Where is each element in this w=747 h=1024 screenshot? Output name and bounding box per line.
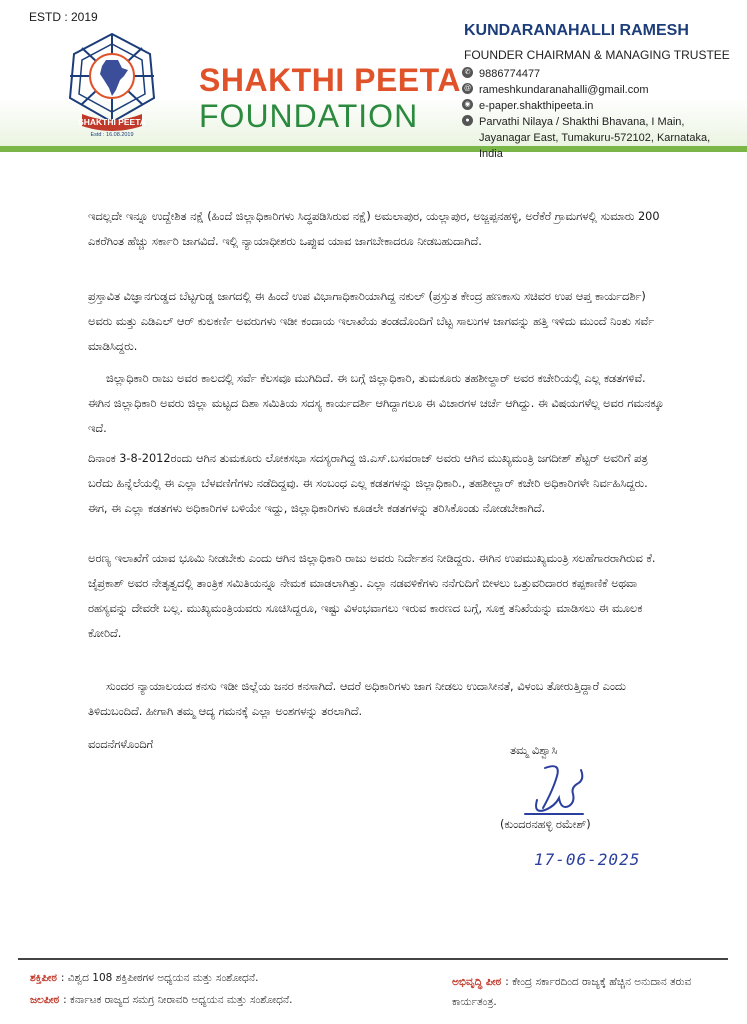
letter-paragraph-2: ಪ್ರಸ್ತಾವಿತ ವಿಜ್ಞಾನಗುಡ್ಡದ ಬೆಟ್ಟಗುಡ್ಡ ಜಾಗದಲ್ಲಿ ಈ ಹಿಂದೆ ಉಪ ವಿಭಾಗಾಧಿಕಾರಿಯಾಗಿದ್ದ ನಕುಲ್ (ಪ್ರಸ್ತುತ ಕೇಂದ್ರ ಹಣಕಾಸು ಸಚಿವರ ಉಪ ಆಪ್ತ ಕಾರ್ಯದರ್ಶಿ) ಅವರು ಮತ್ತು ಎಡಿಎಲ್ ಆರ್ ಕುಲಕರ್ಣಿ ಅವರುಗಳು ಇಡೀ ಕಂದಾಯ ಇಲಾಖೆಯ ತಂಡದೊಂದಿಗೆ ಬೆಟ್ಟ ಸಾಲುಗಳ ಜಾಗವನ್ನು ಹತ್ತಿ ಇಳಿದು ಮುಂದೆ ನಿಂತು ಸರ್ವೆ ಮಾಡಿಸಿದ್ದರು. [88, 290, 655, 353]
web-icon: ◉ [462, 99, 473, 110]
signatory-name: (ಕುಂದರನಹಳ್ಳಿ ರಮೇಶ್) [500, 818, 591, 831]
footer-text: : ವಿಶ್ವದ 108 ಶಕ್ತಿಪೀಠಗಳ ಅಧ್ಯಯನ ಮತ್ತು ಸಂಶೋಧನೆ. [60, 972, 259, 984]
phone-number: 9886774477 [479, 68, 541, 80]
footer-jalapeeta [30, 994, 293, 1007]
email-icon: @ [463, 85, 472, 92]
logo-ribbon-text: SHAKTHI PEETA [78, 117, 146, 127]
letter-paragraph-1: ಇದಲ್ಲದೇ ಇನ್ನೂ ಉದ್ದೇಶಿತ ನಕ್ಷೆ (ಹಿಂದೆ ಜಿಲ್ಲಾಧಿಕಾರಿಗಳು ಸಿದ್ಧಪಡಿಸಿರುವ ನಕ್ಷೆ) ಅಮಲಾಪುರ, ಯಲ್ಲಾಪುರ, ಅಜ್ಜಪ್ಪನಹಳ್ಳಿ, ಅರೆಕೆರೆ ಗ್ರಾಮಗಳಲ್ಲಿ ಸುಮಾರು 200 ಎಕರೆಗಿಂತ ಹೆಚ್ಚು ಸರ್ಕಾರಿ ಜಾಗವಿದೆ. ಇಲ್ಲಿ ನ್ಯಾಯಾಧೀಶರು ಒಪ್ಪುವ ಯಾವ ಜಾಗಬೇಕಾದರೂ ನೀಡಬಹುದಾಗಿದೆ. [88, 210, 660, 248]
website-address: e-paper.shakthipeeta.in [479, 100, 594, 112]
logo-estd-text: Estd : 16.08.2019 [90, 132, 134, 138]
footer-abhivruddhi-peeta [452, 972, 727, 1012]
footer-shakthipeeta [30, 972, 258, 985]
handwritten-date: 17-06-2025 [534, 850, 641, 869]
contact-website [462, 98, 593, 114]
footer-text: : ಕರ್ನಾಟಕ ರಾಜ್ಯದ ಸಮಗ್ರ ನೀರಾವರಿ ಅಧ್ಯಯನ ಮತ್ತು ಸಂಶೋಧನೆ. [63, 994, 293, 1006]
organization-name-second-line: FOUNDATION [199, 98, 419, 134]
yours-faithfully: ತಮ್ಮ ವಿಶ್ವಾಸಿ [510, 744, 558, 757]
footer-divider [18, 958, 728, 960]
founder-name: KUNDARANAHALLI RAMESH [464, 22, 689, 39]
footer-text: : ಕೇಂದ್ರ ಸರ್ಕಾರದಿಂದ ರಾಜ್ಯಕ್ಕೆ ಹೆಚ್ಚಿನ ಅನುದಾನ ತರುವ ಕಾರ್ಯತಂತ್ರ. [452, 976, 692, 1008]
founder-title: FOUNDER CHAIRMAN & MANAGING TRUSTEE [464, 48, 730, 62]
footer-label: ಶಕ್ತಿಪೀಠ [30, 972, 57, 984]
closing-greeting: ವಂದನೆಗಳೊಂದಿಗೆ [88, 738, 154, 751]
contact-email [462, 82, 649, 98]
letterhead [0, 0, 747, 160]
letter-paragraph-6: ಸುಂದರ ನ್ಯಾಯಾಲಯದ ಕನಸು ಇಡೀ ಜಿಲ್ಲೆಯ ಜನರ ಕನಸಾಗಿದೆ. ಆದರೆ ಅಧಿಕಾರಿಗಳು ಜಾಗ ನೀಡಲು ಉದಾಸೀನತೆ, ವಿಳಂಬ ತೋರುತ್ತಿದ್ದಾರೆ ಎಂದು ತಿಳಿದುಬಂದಿದೆ. ಹೀಗಾಗಿ ತಮ್ಮ ಆದ್ಯ ಗಮನಕ್ಕೆ ಎಲ್ಲಾ ಅಂಶಗಳನ್ನು ತರಲಾಗಿದೆ. [88, 680, 626, 718]
letter-paragraph-4: ದಿನಾಂಕ 3-8-2012ರಂದು ಆಗಿನ ತುಮಕೂರು ಲೋಕಸಭಾ ಸದಸ್ಯರಾಗಿದ್ದ ಜಿ.ಎಸ್.ಬಸವರಾಜ್ ಅವರು ಆಗಿನ ಮುಖ್ಯಮಂತ್ರಿ ಜಗದೀಶ್ ಶೆಟ್ಟರ್ ಅವರಿಗೆ ಪತ್ರ ಬರೆದು ಹಿನ್ನೆಲೆಯಲ್ಲಿ ಈ ಎಲ್ಲಾ ಬೆಳವಣಿಗೆಗಳು ನಡೆದಿದ್ದವು. ಈ ಸಂಬಂಧ ಎಲ್ಲ ಕಡತಗಳನ್ನು ಜಿಲ್ಲಾಧಿಕಾರಿ., ತಹಶೀಲ್ದಾರ್ ಕಚೇರಿ ಅಧಿಕಾರಿಗಳೇ ನಿರ್ವಹಿಸಿದ್ದರು. ಈಗ, ಈ ಎಲ್ಲಾ ಕಡತಗಳು ಅಧಿಕಾರಿಗಳ ಬಳಿಯೇ ಇದ್ದು, ಜಿಲ್ಲಾಧಿಕಾರಿಗಳು ಕೂಡಲೇ ಕಡತಗಳನ್ನು ತರಿಸಿಕೊಂಡು ನೋಡಬೇಕಾಗಿದೆ. [88, 452, 648, 515]
footer-label: ಅಭಿವೃದ್ಧಿ ಪೀಠ [452, 976, 502, 988]
phone-icon: ✆ [462, 67, 473, 78]
contact-address [462, 114, 737, 162]
postal-address: Parvathi Nilaya / Shakthi Bhavana, I Main, Jayanagar East, Tumakuru-572102, Karnataka, India [479, 116, 711, 160]
letter-paragraph-5: ಅರಣ್ಯ ಇಲಾಖೆಗೆ ಯಾವ ಭೂಮಿ ನೀಡಬೇಕು ಎಂದು ಆಗಿನ ಜಿಲ್ಲಾಧಿಕಾರಿ ರಾಜು ಅವರು ನಿರ್ದೇಶನ ನೀಡಿದ್ದರು. ಈಗಿನ ಉಪಮುಖ್ಯಮಂತ್ರಿ ಸಲಹೆಗಾರರಾಗಿರುವ ಕೆ. ಜೈಪ್ರಕಾಶ್ ಅವರ ನೇತೃತ್ವದಲ್ಲಿ ತಾಂತ್ರಿಕ ಸಮಿತಿಯನ್ನೂ ನೇಮಕ ಮಾಡಲಾಗಿತ್ತು. ಎಲ್ಲಾ ನಡವಳಿಕೆಗಳು ನನೆಗುದಿಗೆ ಬೀಳಲು ಒತ್ತುವರಿದಾರರ ಕಪ್ಪಕಾಣಿಕೆ ಅಥವಾ ರಹಸ್ಯವನ್ನು ದೇವರೇ ಬಲ್ಲ. ಮುಖ್ಯಮಂತ್ರಿಯವರು ಸೂಚಿಸಿದ್ದರೂ, ಇಷ್ಟು ವಿಳಂಭವಾಗಲು ಇರುವ ಕಾರಣದ ಬಗ್ಗೆ, ಸೂಕ್ತ ತನಿಖೆಯನ್ನು ಮಾಡಿಸಲು ಈ ಮೂಲಕ ಕೋರಿದೆ. [88, 552, 656, 640]
location-icon: ● [462, 115, 473, 126]
email-address: rameshkundaranahalli@gmail.com [479, 84, 649, 96]
letter-paragraph-3: ಜಿಲ್ಲಾಧಿಕಾರಿ ರಾಜು ಅವರ ಕಾಲದಲ್ಲಿ ಸರ್ವೆ ಕೆಲಸವೂ ಮುಗಿದಿದೆ. ಈ ಬಗ್ಗೆ ಜಿಲ್ಲಾಧಿಕಾರಿ, ತುಮಕೂರು ತಹಶೀಲ್ದಾರ್ ಅವರ ಕಚೇರಿಯಲ್ಲಿ ಎಲ್ಲ ಕಡತಗಳಿವೆ. ಈಗಿನ ಜಿಲ್ಲಾಧಿಕಾರಿ ಅವರು ಜಿಲ್ಲಾ ಮಟ್ಟದ ದಿಶಾ ಸಮಿತಿಯ ಸದಸ್ಯ ಕಾರ್ಯದರ್ಶಿ ಆಗಿದ್ದಾಗಲೂ ಈ ವಿಚಾರಗಳ ಚರ್ಚೆ ಆಗಿದ್ದು. ಈ ವಿಷಯಗಳೆಲ್ಲ ಅವರ ಗಮನಕ್ಕೂ ಇದೆ. [88, 372, 664, 435]
organization-name: SHAKTHI PEETA [199, 62, 461, 98]
handwritten-signature [515, 760, 595, 822]
established-year: ESTD : 2019 [29, 10, 98, 24]
foundation-logo [62, 30, 162, 140]
footer-label: ಜಲಪೀಠ [30, 994, 60, 1006]
contact-phone [462, 66, 540, 82]
